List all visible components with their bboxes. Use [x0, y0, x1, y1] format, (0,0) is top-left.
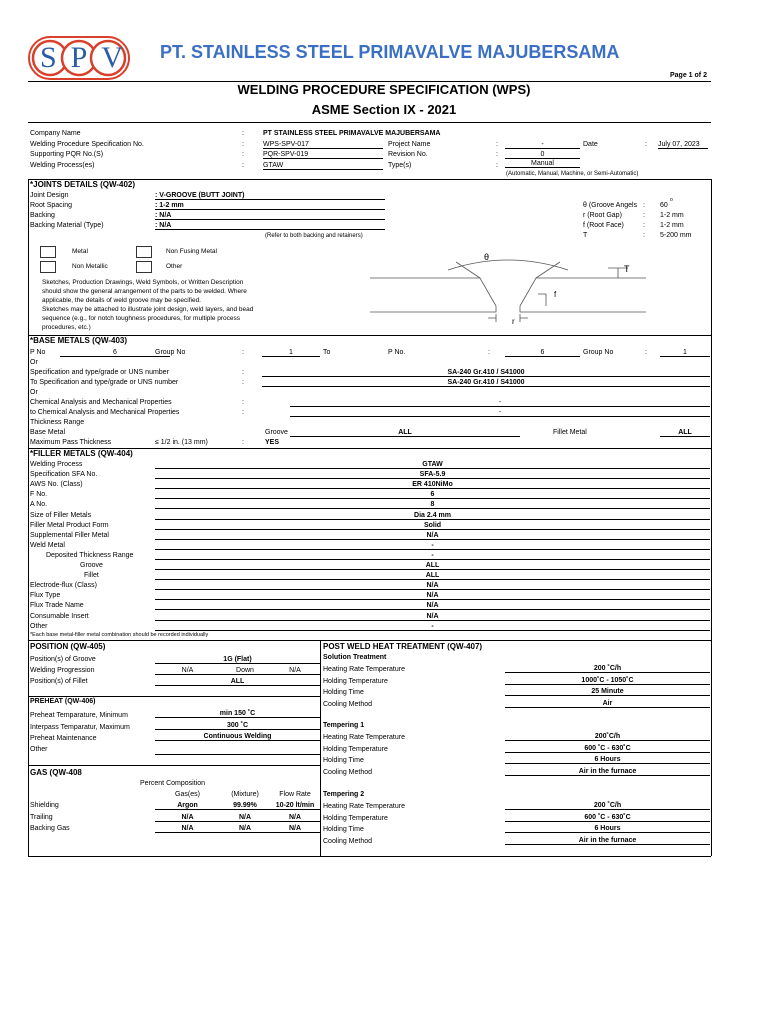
revision-value: 0	[505, 151, 580, 159]
gas-row-gas: N/A	[155, 814, 220, 822]
base-metal-label: Base Metal	[30, 429, 66, 436]
colon: :	[645, 141, 647, 148]
pwht-row-label: Holding Time	[323, 689, 364, 696]
interpass-label: Interpass Temparatur, Maximum	[30, 724, 130, 731]
gas-row-mix: N/A	[220, 825, 270, 833]
pwht-row-label: Cooling Method	[323, 837, 373, 845]
gas-row-flow: 10-20 lt/min	[270, 802, 320, 810]
revision-label: Revision No.	[388, 151, 428, 158]
filler-row-value: ER 410NiMo	[155, 481, 710, 489]
joint-design-label: Joint Design	[30, 192, 69, 199]
pwht-row-value: 200 ˚C/h	[505, 665, 710, 673]
joints-title: *JOINTS DETAILS (QW-402)	[30, 180, 136, 189]
pwht-row-label: Holding Temperature	[323, 677, 388, 685]
pwht-row-label: Cooling Method	[323, 768, 373, 776]
max-pass-label: Maximum Pass Thickness	[30, 439, 112, 446]
sketch-note-4: Sketches may be attached to illustrate joint design, weld layers, and bead	[42, 306, 254, 313]
pno2-label: P No.	[388, 349, 406, 356]
root-spacing-label: Root Spacing	[30, 202, 73, 209]
colon: :	[496, 151, 498, 158]
filler-row-label: Welding Process	[30, 461, 83, 468]
filler-row-value: N/A	[155, 532, 710, 540]
filler-row-label: Groove	[80, 562, 103, 569]
metal-checkbox[interactable]	[40, 246, 56, 258]
max-pass-cond: ≤ 1/2 in. (13 mm)	[155, 439, 208, 446]
pwht-row-label: Holding Time	[323, 757, 364, 764]
colon: :	[643, 222, 645, 229]
filler-row-value: ALL	[155, 562, 710, 570]
filler-row-value: SFA-5.9	[155, 471, 710, 479]
mixture-col-header: (Mixture)	[231, 791, 259, 798]
pqr-value: PQR-SPV-019	[263, 151, 383, 159]
pwht-row-label: Heating Rate Temperature	[323, 803, 405, 810]
spec-value: SA-240 Gr.410 / S41000	[262, 369, 710, 377]
company-label: Company Name	[30, 130, 81, 137]
root-face-value: 1-2 mm	[660, 222, 684, 229]
pwht-row-value: Air	[505, 700, 710, 708]
gas-row-label: Backing Gas	[30, 825, 70, 832]
solution-title: Solution Treatment	[323, 654, 387, 661]
colon: :	[488, 349, 490, 356]
non-fusing-checkbox[interactable]	[136, 246, 152, 258]
group2-label: Group No	[583, 349, 614, 356]
filler-row-label: Deposited Thickness Range	[46, 551, 134, 559]
gas-row-label: Shielding	[30, 802, 59, 809]
progression-v1: N/A	[155, 667, 220, 675]
filler-row-label: A No.	[30, 501, 48, 509]
pwht-row-value: 600 ˚C - 630˚C	[505, 745, 710, 753]
gas-row-flow: N/A	[270, 814, 320, 822]
groove-label: Groove	[265, 429, 288, 436]
filler-row-value: Solid	[155, 522, 710, 530]
pwht-row-value: Air in the furnace	[505, 768, 710, 776]
colon: :	[643, 202, 645, 209]
colon: :	[645, 349, 647, 356]
filler-row-label: Supplemental Filler Metal	[30, 531, 109, 539]
project-value: -	[505, 141, 580, 149]
interpass-value: 300 ˚C	[155, 722, 320, 730]
pwht-row-value: 6 Hours	[505, 825, 710, 833]
colon: :	[242, 399, 244, 406]
pwht-row-label: Heating Rate Temperature	[323, 734, 405, 741]
colon: :	[242, 369, 244, 376]
tempering2-title: Tempering 2	[323, 791, 365, 798]
groove-angle-value: 60	[660, 202, 668, 209]
colon: :	[643, 212, 645, 219]
filler-row-label: AWS No. (Class)	[30, 481, 83, 489]
filler-title: *FILLER METALS (QW-404)	[30, 449, 133, 458]
filler-row-value: N/A	[155, 602, 710, 610]
pwht-row-value: 200˚C/h	[505, 733, 710, 741]
colon: :	[242, 162, 244, 169]
project-label: Project Name	[388, 141, 431, 148]
other-checkbox[interactable]	[136, 261, 152, 273]
colon: :	[242, 141, 244, 148]
types-label: Type(s)	[388, 162, 412, 169]
degree-mark: o	[670, 197, 673, 203]
sketch-note-6: procedures, etc.)	[42, 324, 91, 331]
gas-row-label: Trailing	[30, 813, 53, 821]
chem-label: Chemical Analysis and Mechanical Properties	[30, 399, 172, 406]
backing-note: (Refer to both backing and retainers)	[265, 233, 363, 239]
filler-row-value: N/A	[155, 592, 710, 600]
filler-row-label: Consumable Insert	[30, 612, 89, 620]
wps-label: Welding Procedure Specification No.	[30, 141, 144, 148]
progression-v3: N/A	[270, 667, 320, 675]
colon: :	[242, 349, 244, 356]
sketch-theta: θ	[484, 252, 490, 262]
gas-row-gas: Argon	[155, 802, 220, 810]
maint-value: Continuous Welding	[155, 733, 320, 741]
preheat-other-label: Other	[30, 746, 48, 753]
types-note: (Automatic, Manual, Machine, or Semi-Automatic)	[506, 171, 639, 177]
joint-design-value: : V-GROOVE (BUTT JOINT)	[155, 192, 385, 200]
page-label: Page 1 of 2	[670, 72, 707, 79]
thickness-label: T	[583, 232, 588, 239]
groove-position-label: Position(s) of Groove	[30, 656, 96, 663]
filler-row-label: Electrode-flux (Class)	[30, 582, 97, 590]
root-spacing-value: : 1-2 mm	[155, 202, 385, 210]
gas-row-mix: 99.99%	[220, 802, 270, 810]
gas-row-gas: N/A	[155, 825, 220, 833]
sketch-note-2: should show the general arrangement of the parts to be welded. Where	[42, 288, 247, 295]
progression-label: Welding Progression	[30, 667, 95, 674]
groove-value: ALL	[290, 429, 520, 437]
filler-row-value: Dia 2.4 mm	[155, 512, 710, 520]
root-gap-label: r (Root Gap)	[583, 212, 622, 219]
gas-col-header: Gas(es)	[175, 791, 200, 798]
chem-value: -	[290, 399, 710, 407]
wps-value: WPS-SPV-017	[263, 141, 383, 149]
flow-col-header: Flow Rate	[279, 791, 311, 798]
filler-row-label: Fillet	[84, 572, 99, 580]
filler-row-value: GTAW	[155, 461, 710, 469]
doc-title: WELDING PROCEDURE SPECIFICATION (WPS)	[237, 82, 531, 97]
backing-value: : N/A	[155, 212, 385, 220]
fillet-position-label: Position(s) of Fillet	[30, 678, 88, 685]
filler-row-value: ALL	[155, 572, 710, 580]
filler-row-label: Flux Type	[30, 592, 61, 600]
backing-material-label: Backing Material (Type)	[30, 222, 104, 229]
filler-row-label: Other	[30, 622, 48, 630]
or-label: Or	[30, 359, 38, 366]
colon: :	[242, 409, 244, 416]
non-metallic-label: Non Metallic	[72, 263, 108, 270]
sketch-f: f	[554, 290, 557, 299]
filler-note: *Each base metal-filler metal combination should be recorded individually	[30, 632, 209, 638]
filler-row-value: N/A	[155, 613, 710, 621]
fillet-metal-label: Fillet Metal	[553, 429, 587, 436]
types-value: Manual	[505, 160, 580, 168]
thickness-value: 5-200 mm	[660, 232, 692, 239]
max-pass-value: YES	[265, 439, 280, 446]
pwht-row-value: 6 Hours	[505, 756, 710, 764]
pwht-row-value: 25 Minute	[505, 688, 710, 696]
group-label: Group No	[155, 349, 186, 356]
group-value: 1	[262, 349, 320, 357]
filler-row-label: Weld Metal	[30, 541, 65, 549]
pwht-row-value: Air in the furnace	[505, 837, 710, 845]
progression-v2: Down	[220, 667, 270, 675]
sketch-note-3: applicable, the details of weld groove may be specified.	[42, 297, 201, 304]
process-value: GTAW	[263, 162, 383, 170]
to-chem-value: -	[290, 409, 710, 417]
filler-row-label: Specification SFA No.	[30, 471, 98, 479]
pwht-row-label: Holding Time	[323, 826, 364, 833]
tempering1-title: Tempering 1	[323, 722, 365, 729]
pwht-row-label: Holding Temperature	[323, 745, 388, 753]
filler-row-value: -	[155, 542, 710, 550]
groove-angle-label: θ (Groove Angels	[583, 202, 638, 209]
filler-row-value: -	[155, 552, 710, 560]
to-spec-label: To Specification and type/grade or UNS number	[30, 379, 179, 386]
group2-value: 1	[660, 349, 710, 357]
filler-row-value: 6	[155, 491, 710, 499]
filler-row-label: Flux Trade Name	[30, 602, 84, 610]
colon: :	[643, 232, 645, 239]
colon: :	[242, 151, 244, 158]
company-title: PT. STAINLESS STEEL PRIMAVALVE MAJUBERSAMA	[160, 42, 620, 62]
pwht-row-value: 1000˚C - 1050˚C	[505, 677, 710, 685]
pwht-row-value: 200 ˚C/h	[505, 802, 710, 810]
metal-label: Metal	[72, 248, 88, 255]
v-groove-sketch	[368, 250, 648, 330]
date-value: July 07, 2023	[658, 141, 708, 149]
filler-row-value: N/A	[155, 582, 710, 590]
pwht-row-value: 600 ˚C - 630˚C	[505, 814, 710, 822]
company-value: PT STAINLESS STEEL PRIMAVALVE MAJUBERSAMA	[263, 130, 441, 137]
colon: :	[496, 162, 498, 169]
preheat-min-label: Preheat Temparature, Minimum	[30, 712, 128, 719]
doc-subtitle: ASME Section IX - 2021	[311, 102, 457, 117]
colon: :	[496, 141, 498, 148]
pwht-row-label: Cooling Method	[323, 700, 373, 708]
to-chem-label: to Chemical Analysis and Mechanical Properties	[30, 409, 180, 416]
non-fusing-label: Non Fusing Metal	[166, 248, 217, 255]
filler-row-label: F No.	[30, 491, 48, 499]
filler-row-value: -	[155, 623, 710, 631]
logo-letters: SPV	[40, 41, 138, 74]
spec-label: Specification and type/grade or UNS number	[30, 369, 169, 376]
pno2-value: 6	[505, 349, 580, 357]
sketch-r: r	[512, 317, 515, 326]
process-label: Welding Process(es)	[30, 162, 95, 169]
pwht-row-label: Heating Rate Temperature	[323, 666, 405, 673]
colon: :	[242, 379, 244, 386]
filler-row-label: Filler Metal Product Form	[30, 521, 109, 529]
pno-value: 6	[60, 349, 170, 357]
pwht-row-label: Holding Temperature	[323, 814, 388, 822]
root-face-label: f (Root Face)	[583, 222, 624, 229]
colon: :	[242, 439, 244, 446]
pno-label: P No	[30, 349, 46, 356]
non-metallic-checkbox[interactable]	[40, 261, 56, 273]
sketch-note-1: Sketches, Production Drawings, Weld Symbols, or Written Description	[42, 279, 244, 286]
sketch-note-5: sequence (e.g., for notch toughness procedures, for multiple process	[42, 315, 240, 322]
preheat-title: PREHEAT (QW-406)	[30, 698, 96, 705]
groove-position-value: 1G (Flat)	[155, 656, 320, 664]
gas-title: GAS (QW-408	[30, 768, 82, 777]
preheat-min-value: min 150 ˚C	[155, 710, 320, 718]
base-title: *BASE METALS (QW-403)	[30, 336, 128, 345]
backing-label: Backing	[30, 212, 55, 219]
pwht-title: POST WELD HEAT TREATMENT (QW-407)	[323, 642, 483, 651]
or-label: Or	[30, 389, 38, 396]
position-title: POSITION (QW-405)	[30, 642, 106, 651]
colon: :	[242, 130, 244, 137]
filler-row-label: Size of Filler Metals	[30, 511, 92, 519]
pqr-label: Supporting PQR No.(S)	[30, 151, 104, 158]
maint-label: Preheat Maintenance	[30, 735, 97, 742]
backing-material-value: : N/A	[155, 222, 385, 230]
percent-composition-label: Percent Composition	[140, 780, 205, 787]
filler-row-value: 8	[155, 501, 710, 509]
fillet-metal-value: ALL	[660, 429, 710, 437]
to-spec-value: SA-240 Gr.410 / S41000	[262, 379, 710, 387]
root-gap-value: 1-2 mm	[660, 212, 684, 219]
sketch-T: T	[624, 264, 630, 274]
to-label: To	[323, 349, 331, 356]
thickness-range-label: Thickness Range	[30, 419, 85, 426]
gas-row-mix: N/A	[220, 814, 270, 822]
other-label: Other	[166, 263, 183, 270]
date-label: Date	[583, 141, 598, 148]
fillet-position-value: ALL	[155, 678, 320, 686]
gas-row-flow: N/A	[270, 825, 320, 833]
